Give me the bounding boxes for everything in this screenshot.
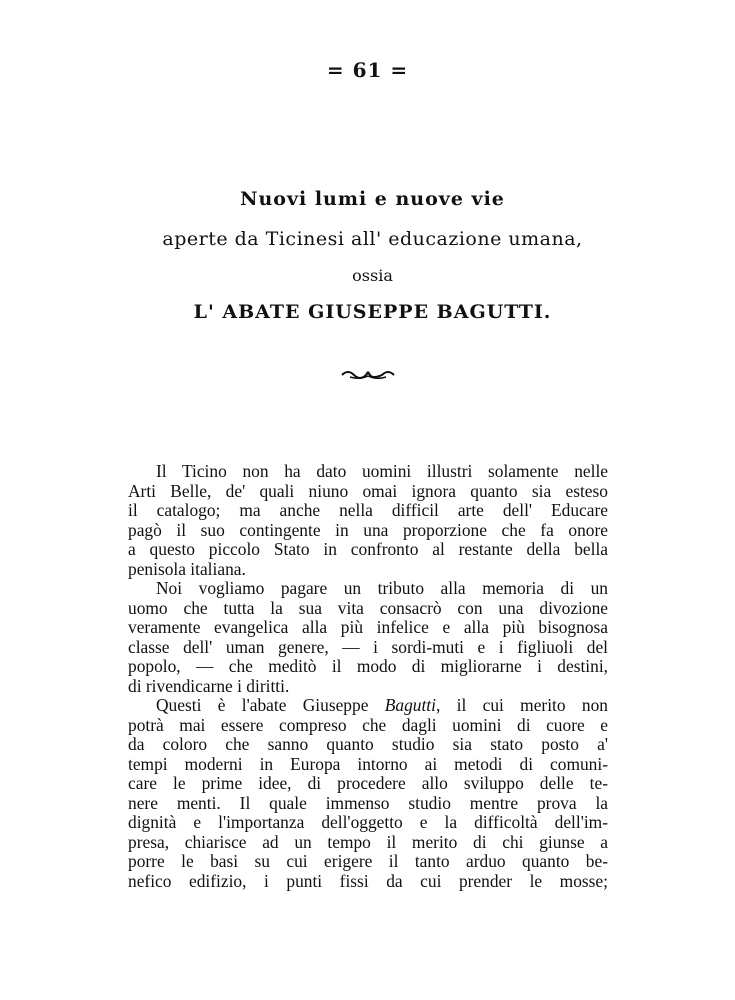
text-line: veramente evangelica alla più infelice e alla più bisognosa [128, 618, 608, 637]
text-line: nefico edifizio, i punti fissi da cui prender le mosse; [128, 871, 608, 891]
text-segment: Questi è l'abate Giuseppe [156, 696, 385, 715]
text-line: popolo, — che meditò il modo di migliorarne i destini, [128, 657, 608, 676]
text-line: classe dell' uman genere, — i sordi-muti e i figliuoli del [128, 637, 608, 657]
text-line: pagò il suo contingente in una proporzione che fa onore [128, 520, 608, 540]
chapter-title-block [0, 188, 735, 323]
person-name: Bagutti [384, 696, 436, 715]
text-line: uomo che tutta la sua vita consacrò con una divozione [128, 598, 608, 618]
chapter-connector: ossia [352, 266, 393, 285]
text-line: tempi moderni in Europa intorno ai metodi di comuni- [128, 754, 608, 774]
paragraph-3 [128, 696, 608, 891]
paragraph-1 [128, 462, 608, 579]
text-line: il catalogo; ma anche nella difficil arte dell' Educare [128, 501, 608, 520]
ornament-divider [0, 366, 735, 385]
text-line: porre le basi su cui erigere il tanto arduo quanto be- [128, 852, 608, 871]
text-segment: , il cui merito non [435, 696, 608, 715]
paragraph-2 [128, 579, 608, 696]
text-line: a questo piccolo Stato in confronto al restante della bella [128, 540, 608, 559]
text-line: dignità e l'importanza dell'oggetto e la difficoltà dell'im- [128, 813, 608, 832]
chapter-title: Nuovi lumi e nuove vie [240, 188, 505, 210]
body-text [128, 462, 608, 891]
text-line: di rivendicarne i diritti. [128, 676, 290, 696]
text-line [128, 696, 608, 716]
ornament-flourish-icon [340, 367, 396, 381]
page-number: = 61 = [326, 58, 409, 82]
chapter-subject: L' ABATE GIUSEPPE BAGUTTI. [193, 301, 552, 323]
text-line: da coloro che sanno quanto studio sia stato posto a' [128, 735, 608, 754]
text-line: potrà mai essere compreso che dagli uomini di cuore e [128, 715, 608, 735]
text-line: Noi vogliamo pagare un tributo alla memoria di un [156, 579, 608, 598]
text-line: Il Ticino non ha dato uomini illustri solamente nelle [156, 462, 608, 481]
text-line: Arti Belle, de' quali niuno omai ignora quanto sia esteso [128, 481, 608, 501]
text-line: penisola italiana. [128, 559, 246, 579]
text-line: care le prime idee, di procedere allo sviluppo delle te- [128, 774, 608, 793]
text-line: presa, chiarisce ad un tempo il merito di chi giunse a [128, 832, 608, 852]
text-line: nere menti. Il quale immenso studio mentre prova la [128, 793, 608, 813]
chapter-subtitle: aperte da Ticinesi all' educazione umana, [162, 228, 583, 250]
